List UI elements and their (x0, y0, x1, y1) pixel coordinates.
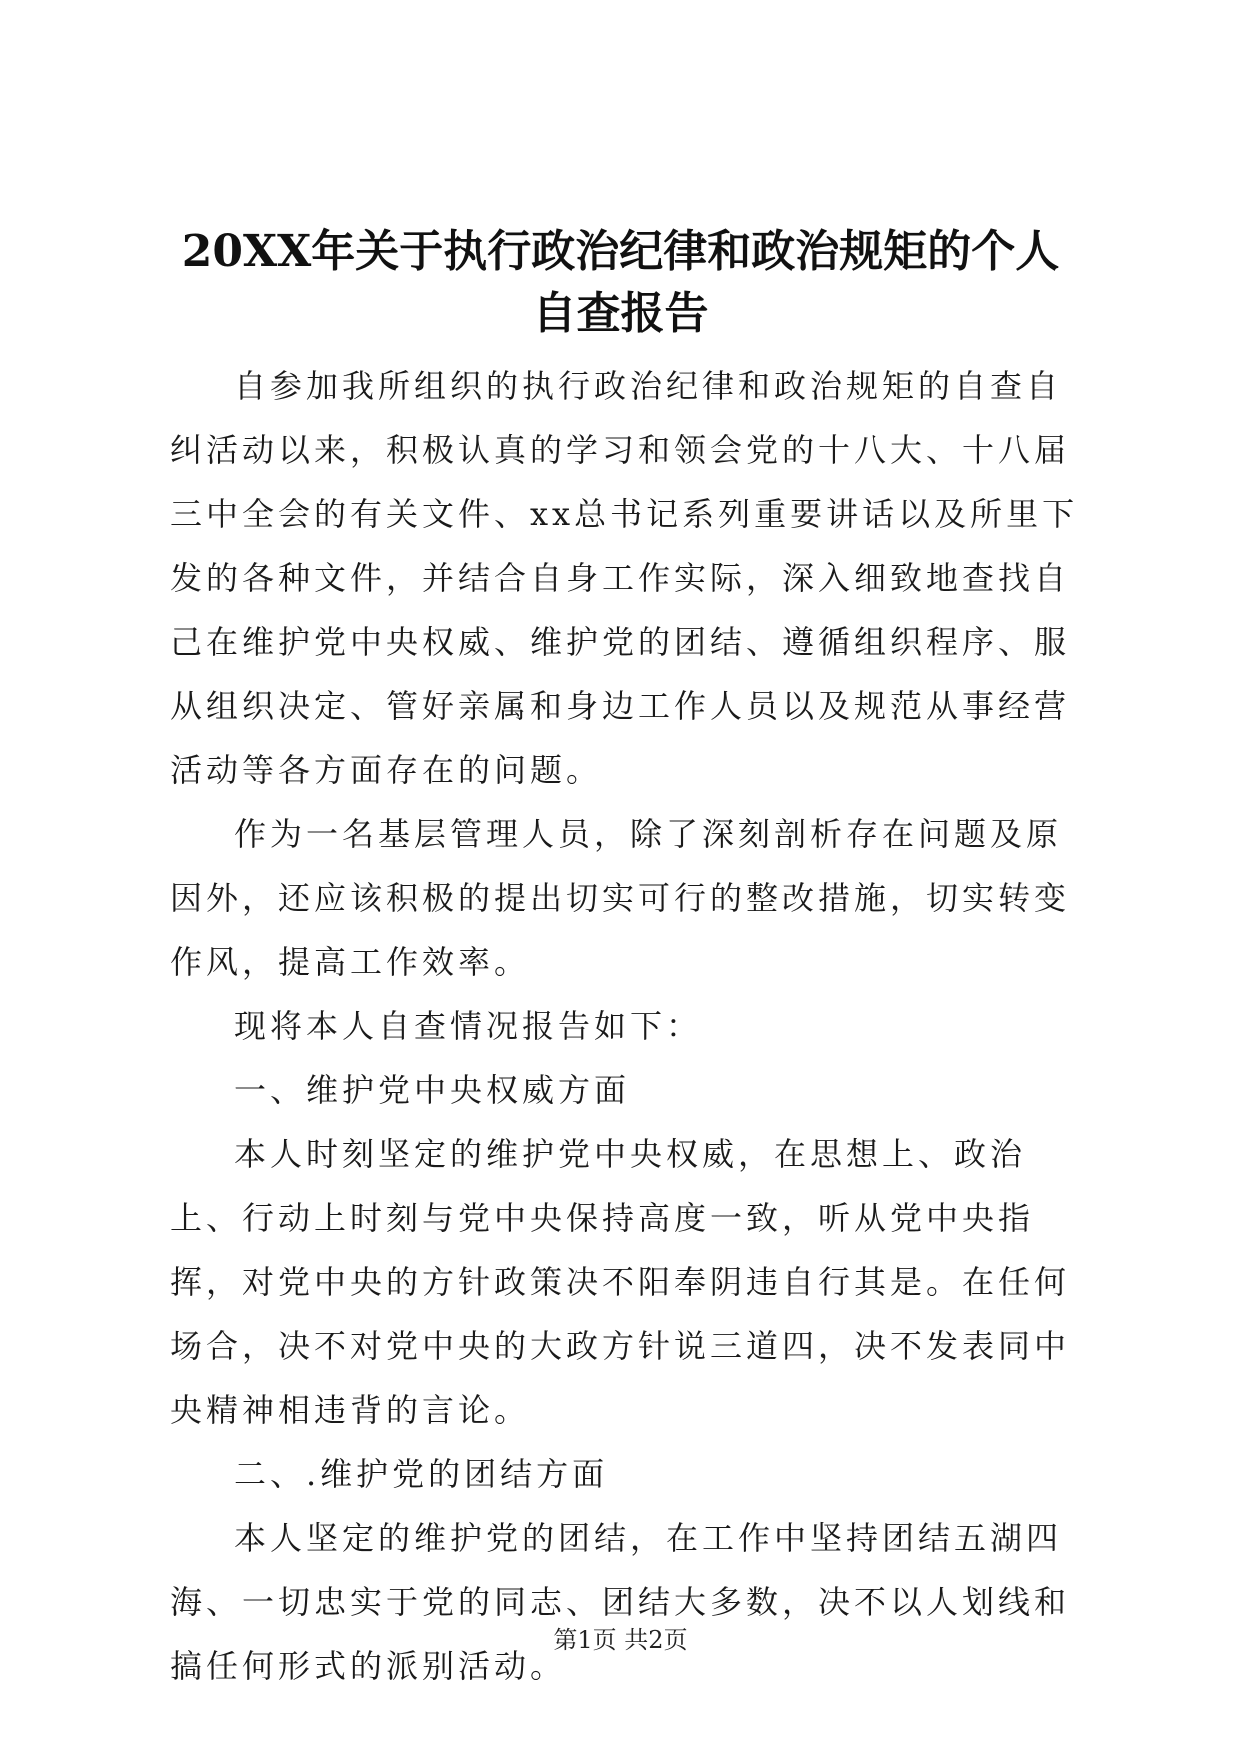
paragraph-role: 作为一名基层管理人员，除了深刻剖析存在问题及原因外，还应该积极的提出切实可行的整改措施，切实转变作风，提高工作效率。 (170, 815, 1071, 981)
document-title-line-2: 自查报告 (532, 288, 709, 339)
paragraph-section-1: 本人时刻坚定的维护党中央权威，在思想上、政治上、行动上时刻与党中央保持高度一致，听从党中央指挥，对党中央的方针政策决不阳奉阴违自行其是。在任何场合，决不对党中央的大政方针说三道四，决不发表同中央精神相违背的言论。 (170, 1135, 1071, 1429)
paragraph-report-lead: 现将本人自查情况报告如下： (234, 1007, 703, 1045)
document-title-line-1: 20XX年关于执行政治纪律和政治规矩的个人 (181, 226, 1060, 277)
section-heading-1: 一、维护党中央权威方面 (234, 1071, 631, 1109)
page-number-footer: 第1页 共2页 (553, 1626, 688, 1654)
paragraph-intro: 自参加我所组织的执行政治纪律和政治规矩的自查自纠活动以来，积极认真的学习和领会党的十八大、十八届三中全会的有关文件、xx总书记系列重要讲话以及所里下发的各种文件，并结合自身工作实际，深入细致地查找自己在维护党中央权威、维护党的团结、遵循组织程序、服从组织决定、管好亲属和身边工作人员以及规范从事经营活动等各方面存在的问题。 (170, 367, 1079, 789)
document-body (170, 354, 1090, 1698)
section-heading-2: 二、.维护党的团结方面 (234, 1455, 609, 1493)
paragraph-section-2: 本人坚定的维护党的团结，在工作中坚持团结五湖四海、一切忠实于党的同志、团结大多数，决不以人划线和搞任何形式的派别活动。 (170, 1519, 1071, 1685)
